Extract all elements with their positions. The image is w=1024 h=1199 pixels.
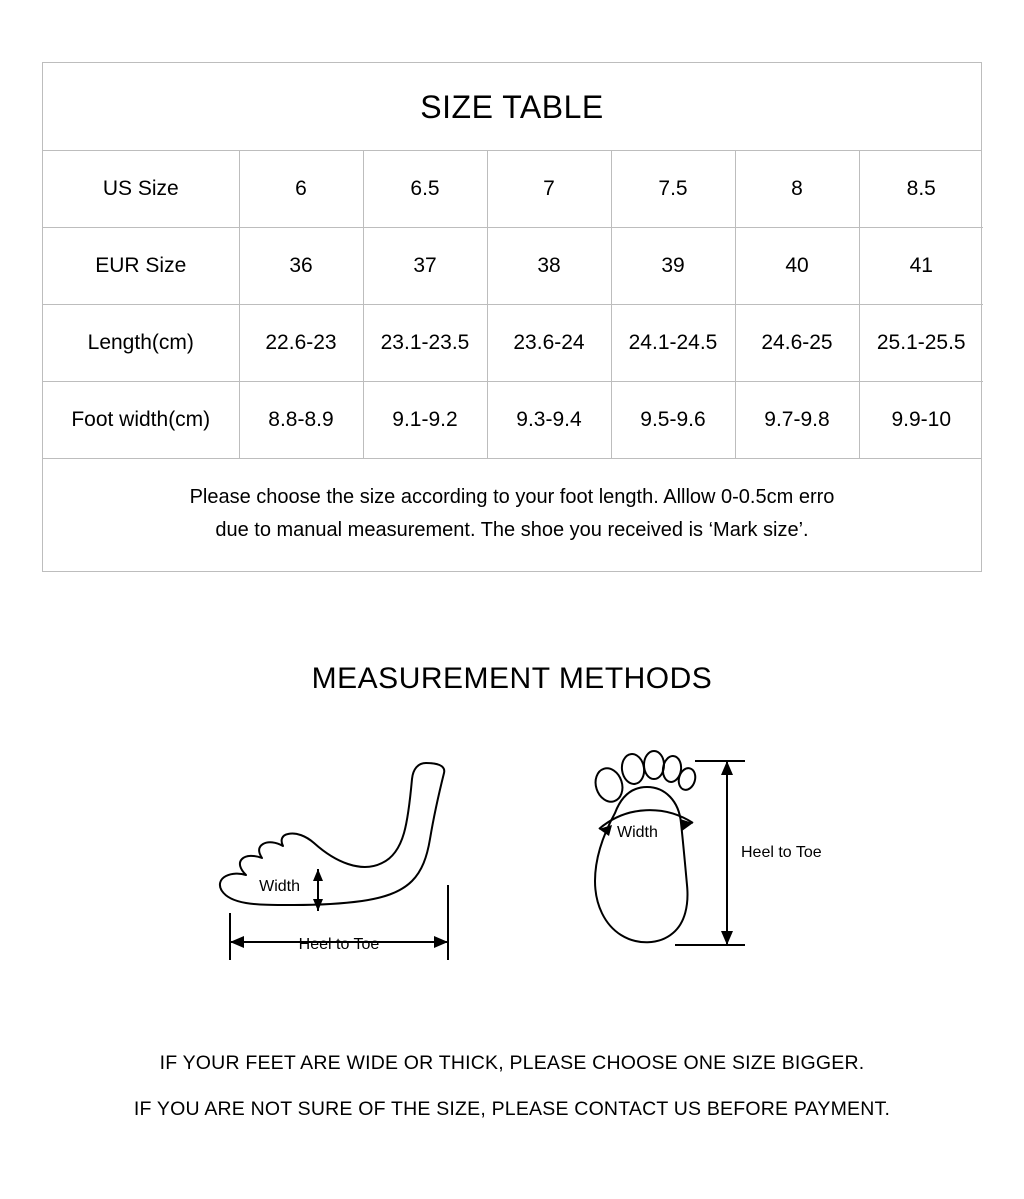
cell-us-size-3: 7 — [487, 151, 611, 228]
cell-us-size-4: 7.5 — [611, 151, 735, 228]
cell-eur-size-2: 37 — [363, 228, 487, 305]
size-table-note-line1: Please choose the size according to your foot length. Alllow 0-0.5cm erro — [189, 486, 835, 508]
table-row — [43, 151, 983, 228]
cell-length-3: 23.6-24 — [487, 305, 611, 382]
cell-length-5: 24.6-25 — [735, 305, 859, 382]
footer-note-line2: IF YOU ARE NOT SURE OF THE SIZE, PLEASE CONTACT US BEFORE PAYMENT. — [133, 1098, 891, 1120]
size-table — [43, 151, 983, 458]
table-row — [43, 382, 983, 459]
cell-us-size-2: 6.5 — [363, 151, 487, 228]
table-row — [43, 305, 983, 382]
row-header-foot-width: Foot width(cm) — [43, 382, 239, 459]
cell-foot-width-6: 9.9-10 — [859, 382, 983, 459]
cell-length-1: 22.6-23 — [239, 305, 363, 382]
cell-eur-size-4: 39 — [611, 228, 735, 305]
table-row — [43, 228, 983, 305]
cell-length-4: 24.1-24.5 — [611, 305, 735, 382]
cell-eur-size-1: 36 — [239, 228, 363, 305]
cell-length-6: 25.1-25.5 — [859, 305, 983, 382]
cell-foot-width-2: 9.1-9.2 — [363, 382, 487, 459]
size-table-card — [42, 62, 982, 572]
row-header-eur-size: EUR Size — [43, 228, 239, 305]
cell-us-size-5: 8 — [735, 151, 859, 228]
foot-side-view-icon — [190, 735, 490, 975]
footer-notes — [0, 1040, 1024, 1132]
measurement-methods-title: MEASUREMENT METHODS — [311, 662, 713, 695]
cell-length-2: 23.1-23.5 — [363, 305, 487, 382]
cell-foot-width-3: 9.3-9.4 — [487, 382, 611, 459]
cell-foot-width-4: 9.5-9.6 — [611, 382, 735, 459]
size-table-title: SIZE TABLE — [43, 63, 981, 151]
cell-foot-width-5: 9.7-9.8 — [735, 382, 859, 459]
footer-note-line1: IF YOUR FEET ARE WIDE OR THICK, PLEASE CHOOSE ONE SIZE BIGGER. — [159, 1052, 865, 1074]
cell-eur-size-3: 38 — [487, 228, 611, 305]
cell-us-size-1: 6 — [239, 151, 363, 228]
size-table-note — [43, 458, 981, 571]
side-view-width-label: Width — [259, 878, 300, 895]
row-header-length: Length(cm) — [43, 305, 239, 382]
size-table-note-line2: due to manual measurement. The shoe you received is ‘Mark size’. — [215, 519, 809, 541]
measurement-diagrams — [0, 735, 1024, 1010]
row-header-us-size: US Size — [43, 151, 239, 228]
foot-top-view-icon — [555, 735, 835, 975]
cell-foot-width-1: 8.8-8.9 — [239, 382, 363, 459]
top-view-width-label: Width — [617, 824, 658, 841]
cell-us-size-6: 8.5 — [859, 151, 983, 228]
top-view-heel-to-toe-label: Heel to Toe — [741, 844, 822, 861]
cell-eur-size-5: 40 — [735, 228, 859, 305]
side-view-heel-to-toe-label: Heel to Toe — [298, 936, 380, 953]
cell-eur-size-6: 41 — [859, 228, 983, 305]
